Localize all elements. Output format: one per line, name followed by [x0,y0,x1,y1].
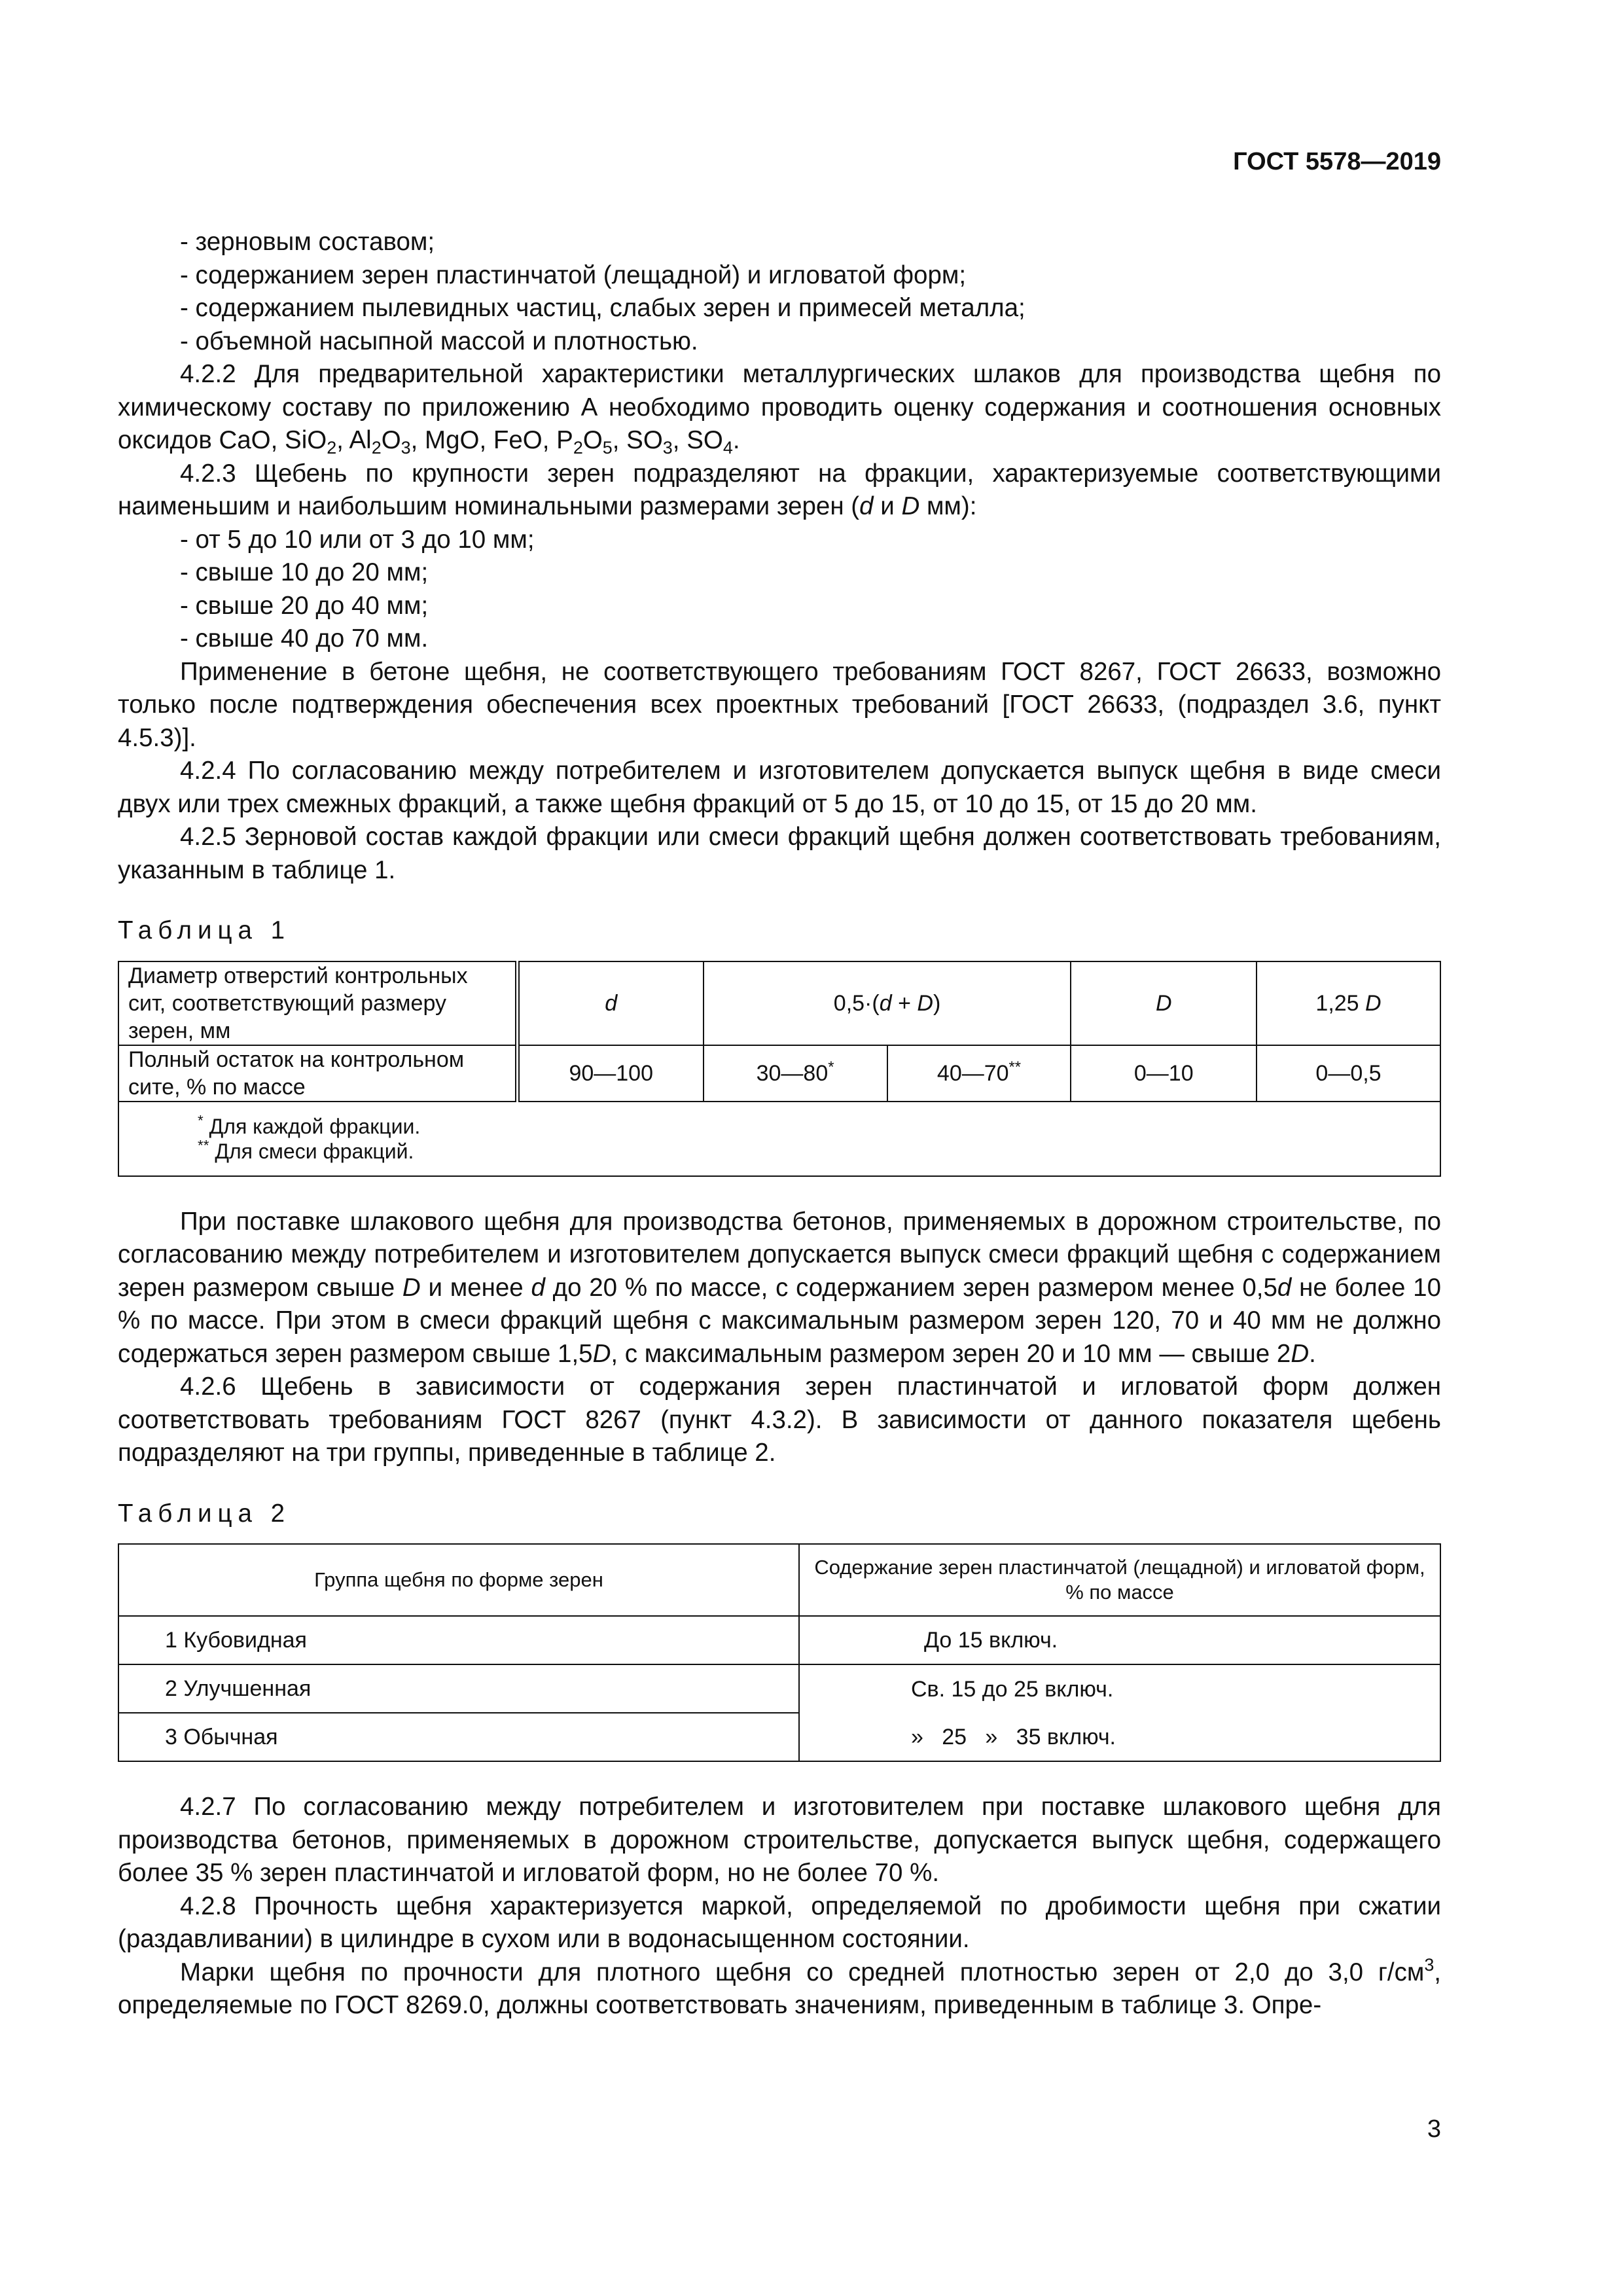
table-cell: D [1071,961,1257,1045]
table-2-label: Таблица 2 [118,1499,291,1528]
table-cell: 2 Улучшенная [118,1664,799,1713]
list-item: - свыше 40 до 70 мм. [180,624,429,653]
table-cell: 1 Кубовидная [118,1616,799,1664]
table-notes [118,1102,1440,1176]
table-cell: Полный остаток на контрольном сите, % по массе [118,1045,517,1102]
list-item: - свыше 10 до 20 мм; [180,558,429,586]
table-header-cell: Группа щебня по форме зерен [118,1544,799,1616]
table-header-cell: Содержание зерен пластинчатой (лещадной) и игловатой форм, % по массе [799,1544,1440,1616]
paragraph-4-2-8: 4.2.8 Прочность щебня характеризуется маркой, определяемой по дробимости щебня при сжатии (раздавливании) в цилиндре в сухом или в водонасыщенном состоянии. [118,1892,1441,1953]
table-row [118,1713,1440,1761]
table-row [118,1544,1440,1616]
table-cell: Диаметр отверстий контрольных сит, соответствующий размеру зерен, мм [118,961,517,1045]
paragraph-4-2-4: 4.2.4 По согласованию между потребителем и изготовителем допускается выпуск щебня в виде смеси двух или трех смежных фракций, а также щебня фракций от 5 до 15, от 10 до 15, от 15 до 20 мм. [118,757,1441,818]
document-header: ГОСТ 5578—2019 [1233,148,1441,175]
paragraph-4-2-5: 4.2.5 Зерновой состав каждой фракции или смеси фракций щебня должен соответствовать требованиям, указанным в таблице 1. [118,823,1441,884]
table-cell: d [517,961,703,1045]
paragraph-4-2-6: 4.2.6 Щебень в зависимости от содержания зерен пластинчатой и игловатой форм должен соответствовать требованиям ГОСТ 8267 (пункт 4.3.2). В зависимости от данного показателя щебень подразделяют на три группы, приведенные в таблице 2. [118,1372,1441,1467]
list-item: - объемной насыпной массой и плотностью. [180,327,698,355]
list-item: - от 5 до 10 или от 3 до 10 мм; [180,525,535,554]
table-cell: Св. 15 до 25 включ. [799,1664,1440,1713]
paragraph-4-2-7: 4.2.7 По согласованию между потребителем и изготовителем при поставке шлакового щебня для производства бетонов, применяемых в дорожном строительстве, допускается выпуск щебня, содержащего более 35 % зерен пластинчатой и игловатой форм, но не более 70 %. [118,1793,1441,1887]
table-note: * Для каждой фракции. [198,1112,421,1138]
table-cell: 3 Обычная [118,1713,799,1761]
table-cell: До 15 включ. [799,1616,1440,1664]
table-1-label: Таблица 1 [118,916,291,944]
paragraph-4-2-2: 4.2.2 Для предварительной характеристики металлургических шлаков для производства щебня по химическому составу по приложению А необходимо проводить оценку содержания и соотношения основных оксидов CaO, SiO$_2$, $Al_2O_3$, MgO, FeO, $P_2O_5$, $SO_3$, $SO_4$. [118,360,1441,458]
table-1 [118,961,1441,1177]
paragraph-slag-supply: При поставке шлакового щебня для производства бетонов, применяемых в дорожном строительстве, по согласованию между потребителем и изготовителем допускается выпуск смеси фракций щебня с содержанием зерен размером свыше D и менее d до 20 % по массе, с содержанием зерен размером менее 0,5d не более 10 % по массе. При этом в смеси фракций щебня с максимальным размером зерен 120, 70 и 40 мм не должно содержаться зерен размером свыше 1,5D, с максимальным размером зерен 20 и 10 мм — свыше 2D. [118,1207,1442,1368]
paragraph-strength-marks: Марки щебня по прочности для плотного щебня со средней плотностью зерен от 2,0 до 3,0 $г/см^3$, определяемые по ГОСТ 8269.0, должны соответствовать значениям, приведенным в таблице 3. Опре- [118,1954,1441,2019]
table-notes-row [118,1102,1440,1176]
table-cell: 0—10 [1071,1045,1257,1102]
list-item: - содержанием зерен пластинчатой (лещадной) и игловатой форм; [180,260,967,289]
list-item: - свыше 20 до 40 мм; [180,591,429,620]
document-body [118,226,1441,2022]
table-cell: 0—0,5 [1257,1045,1440,1102]
table-cell: 0,5·(d + D) [704,961,1071,1045]
table-2 [118,1543,1441,1762]
paragraph-application: Применение в бетоне щебня, не соответствующего требованиям ГОСТ 8267, ГОСТ 26633, возможно только после подтверждения обеспечения всех проектных требований [ГОСТ 26633, (подраздел 3.6, пункт 4.5.3)]. [118,657,1441,752]
list-item: - содержанием пылевидных частиц, слабых зерен и примесей металла; [180,294,1026,322]
list-item: - зерновым составом; [180,228,435,256]
table-cell: 30—80* [704,1045,887,1102]
page-number: 3 [1427,2115,1441,2143]
table-row [118,1045,1440,1102]
table-cell: 90—100 [517,1045,703,1102]
paragraph-4-2-3: 4.2.3 Щебень по крупности зерен подразделяют на фракции, характеризуемые соответствующими наименьшим и наибольшим номинальными размерами зерен (d и D мм): [118,459,1441,520]
table-row [118,1616,1440,1664]
table-cell: 1,25 D [1257,961,1440,1045]
table-row [118,961,1440,1045]
table-note: ** Для смеси фракций. [198,1137,414,1163]
table-cell: » 25 » 35 включ. [799,1713,1440,1761]
table-cell: 40—70** [887,1045,1071,1102]
table-row [118,1664,1440,1713]
